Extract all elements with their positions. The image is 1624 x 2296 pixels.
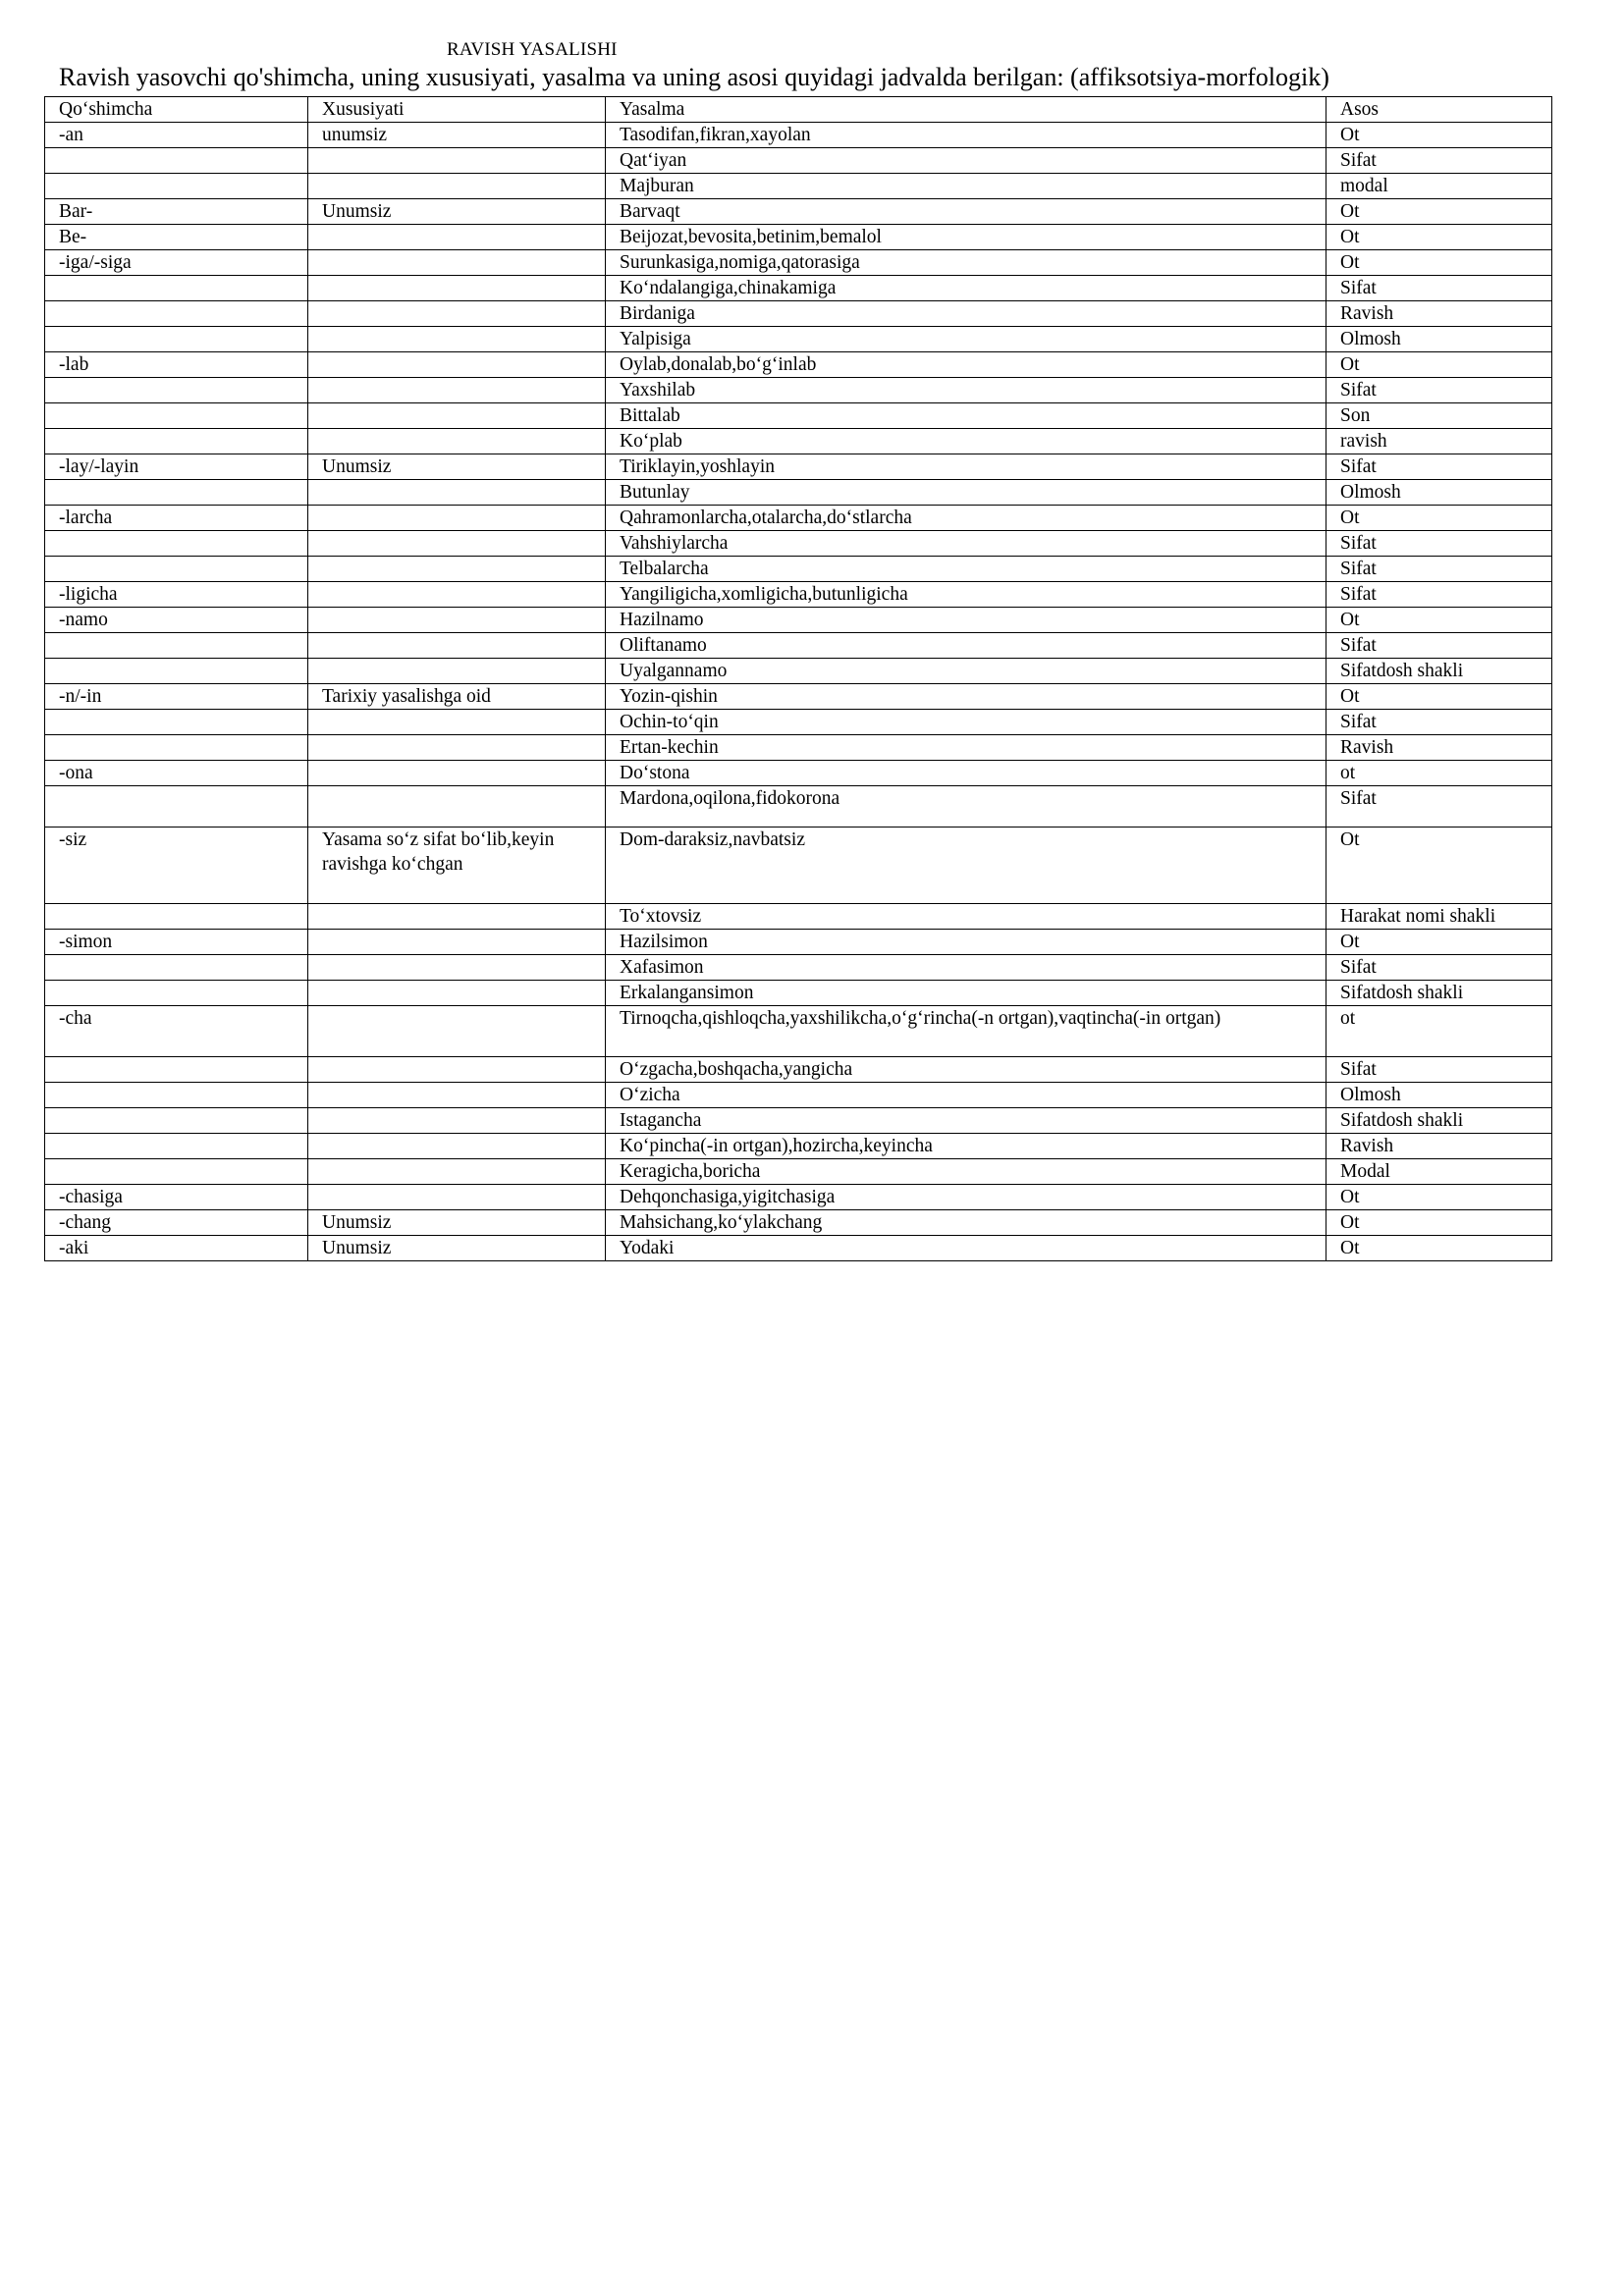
- cell-property: Unumsiz: [308, 1236, 606, 1261]
- cell-suffix: [45, 955, 308, 981]
- table-row: [45, 930, 1552, 955]
- cell-derived-word: Do‘stona: [606, 761, 1326, 786]
- cell-derived-word: Mahsichang,ko‘ylakchang: [606, 1210, 1326, 1236]
- cell-base: Sifat: [1326, 710, 1552, 735]
- table-row: [45, 1083, 1552, 1108]
- suffix-table: [44, 96, 1552, 1261]
- cell-suffix: -lab: [45, 352, 308, 378]
- cell-property: [308, 904, 606, 930]
- cell-derived-word: Keragicha,boricha: [606, 1159, 1326, 1185]
- table-row: [45, 1185, 1552, 1210]
- cell-property: [308, 250, 606, 276]
- cell-property: [308, 557, 606, 582]
- table-row: [45, 608, 1552, 633]
- cell-base: Harakat nomi shakli: [1326, 904, 1552, 930]
- cell-base: Ot: [1326, 225, 1552, 250]
- table-row: [45, 955, 1552, 981]
- cell-derived-word: Ko‘plab: [606, 429, 1326, 454]
- cell-suffix: [45, 786, 308, 828]
- cell-suffix: -chang: [45, 1210, 308, 1236]
- cell-derived-word: Beijozat,bevosita,betinim,bemalol: [606, 225, 1326, 250]
- table-row: [45, 174, 1552, 199]
- cell-derived-word: Yalpisiga: [606, 327, 1326, 352]
- table-row: [45, 710, 1552, 735]
- cell-derived-word: Yozin-qishin: [606, 684, 1326, 710]
- cell-base: ravish: [1326, 429, 1552, 454]
- cell-base: Sifat: [1326, 276, 1552, 301]
- intro-paragraph: Ravish yasovchi qo'shimcha, uning xususiyati, yasalma va uning asosi quyidagi jadvalda berilgan: (affiksotsiya-morfologik): [59, 63, 1329, 91]
- cell-derived-word: Tasodifan,fikran,xayolan: [606, 123, 1326, 148]
- cell-suffix: -ligicha: [45, 582, 308, 608]
- cell-derived-word: Oylab,donalab,bo‘g‘inlab: [606, 352, 1326, 378]
- cell-property: Unumsiz: [308, 454, 606, 480]
- table-header-row: [45, 97, 1552, 123]
- cell-derived-word: To‘xtovsiz: [606, 904, 1326, 930]
- cell-derived-word: Tirnoqcha,qishloqcha,yaxshilikcha,o‘g‘rincha(-n ortgan),vaqtincha(-in ortgan): [606, 1006, 1326, 1057]
- cell-suffix: [45, 904, 308, 930]
- table-row: [45, 1006, 1552, 1057]
- table-row: [45, 123, 1552, 148]
- cell-suffix: Be-: [45, 225, 308, 250]
- cell-suffix: [45, 480, 308, 506]
- table-row: [45, 403, 1552, 429]
- cell-property: [308, 403, 606, 429]
- cell-suffix: -an: [45, 123, 308, 148]
- table-row: [45, 1134, 1552, 1159]
- cell-base: Sifat: [1326, 582, 1552, 608]
- cell-suffix: -siz: [45, 828, 308, 904]
- cell-base: Sifat: [1326, 148, 1552, 174]
- cell-base: Olmosh: [1326, 1083, 1552, 1108]
- cell-derived-word: Butunlay: [606, 480, 1326, 506]
- cell-derived-word: Hazilnamo: [606, 608, 1326, 633]
- cell-base: Sifat: [1326, 557, 1552, 582]
- cell-suffix: [45, 1057, 308, 1083]
- cell-property: [308, 327, 606, 352]
- cell-suffix: [45, 659, 308, 684]
- cell-property: [308, 480, 606, 506]
- table-row: [45, 454, 1552, 480]
- cell-derived-word: Majburan: [606, 174, 1326, 199]
- table-row: [45, 378, 1552, 403]
- cell-base: Ot: [1326, 608, 1552, 633]
- cell-derived-word: Oliftanamo: [606, 633, 1326, 659]
- cell-base: Ot: [1326, 684, 1552, 710]
- table-row: [45, 684, 1552, 710]
- cell-derived-word: Mardona,oqilona,fidokorona: [606, 786, 1326, 828]
- header-derived-word: Yasalma: [606, 97, 1326, 123]
- cell-derived-word: Vahshiylarcha: [606, 531, 1326, 557]
- table-row: [45, 904, 1552, 930]
- cell-suffix: [45, 174, 308, 199]
- cell-property: [308, 659, 606, 684]
- cell-property: Yasama so‘z sifat bo‘lib,keyin ravishga ko‘chgan: [308, 828, 606, 904]
- table-row: [45, 199, 1552, 225]
- cell-property: [308, 761, 606, 786]
- cell-suffix: [45, 276, 308, 301]
- cell-property: [308, 735, 606, 761]
- cell-property: [308, 276, 606, 301]
- cell-base: Sifatdosh shakli: [1326, 981, 1552, 1006]
- cell-derived-word: Surunkasiga,nomiga,qatorasiga: [606, 250, 1326, 276]
- cell-derived-word: Yodaki: [606, 1236, 1326, 1261]
- cell-derived-word: Dom-daraksiz,navbatsiz: [606, 828, 1326, 904]
- table-row: [45, 250, 1552, 276]
- cell-property: [308, 981, 606, 1006]
- table-row: [45, 276, 1552, 301]
- cell-suffix: [45, 327, 308, 352]
- cell-base: Sifatdosh shakli: [1326, 1108, 1552, 1134]
- cell-base: Sifat: [1326, 531, 1552, 557]
- cell-derived-word: O‘zicha: [606, 1083, 1326, 1108]
- table-row: [45, 352, 1552, 378]
- cell-base: Olmosh: [1326, 327, 1552, 352]
- table-row: [45, 786, 1552, 828]
- cell-property: Unumsiz: [308, 1210, 606, 1236]
- cell-suffix: [45, 557, 308, 582]
- cell-suffix: -lay/-layin: [45, 454, 308, 480]
- header-base: Asos: [1326, 97, 1552, 123]
- cell-base: Sifat: [1326, 1057, 1552, 1083]
- cell-base: Modal: [1326, 1159, 1552, 1185]
- table-row: [45, 531, 1552, 557]
- cell-property: [308, 301, 606, 327]
- cell-property: [308, 148, 606, 174]
- cell-suffix: -cha: [45, 1006, 308, 1057]
- cell-suffix: [45, 981, 308, 1006]
- cell-property: [308, 1159, 606, 1185]
- cell-base: Sifatdosh shakli: [1326, 659, 1552, 684]
- cell-base: Sifat: [1326, 633, 1552, 659]
- table-row: [45, 557, 1552, 582]
- cell-property: [308, 582, 606, 608]
- cell-property: [308, 633, 606, 659]
- cell-property: Tarixiy yasalishga oid: [308, 684, 606, 710]
- cell-suffix: [45, 1134, 308, 1159]
- cell-base: Ot: [1326, 123, 1552, 148]
- cell-derived-word: Ochin-to‘qin: [606, 710, 1326, 735]
- cell-base: Sifat: [1326, 378, 1552, 403]
- cell-base: Ot: [1326, 1185, 1552, 1210]
- cell-base: Ot: [1326, 930, 1552, 955]
- cell-property: [308, 352, 606, 378]
- cell-property: [308, 429, 606, 454]
- cell-derived-word: Barvaqt: [606, 199, 1326, 225]
- table-row: [45, 1159, 1552, 1185]
- cell-base: Sifat: [1326, 454, 1552, 480]
- cell-suffix: [45, 1083, 308, 1108]
- cell-suffix: [45, 429, 308, 454]
- cell-suffix: [45, 1108, 308, 1134]
- cell-suffix: [45, 531, 308, 557]
- cell-suffix: -namo: [45, 608, 308, 633]
- cell-base: ot: [1326, 1006, 1552, 1057]
- cell-property: [308, 1185, 606, 1210]
- cell-derived-word: Uyalgannamo: [606, 659, 1326, 684]
- cell-derived-word: Yaxshilab: [606, 378, 1326, 403]
- cell-base: Ot: [1326, 828, 1552, 904]
- cell-derived-word: Ko‘pincha(-in ortgan),hozircha,keyincha: [606, 1134, 1326, 1159]
- cell-derived-word: Bittalab: [606, 403, 1326, 429]
- cell-base: Sifat: [1326, 955, 1552, 981]
- cell-derived-word: Birdaniga: [606, 301, 1326, 327]
- table-row: [45, 429, 1552, 454]
- page-title: RAVISH YASALISHI: [447, 39, 618, 60]
- cell-derived-word: Ertan-kechin: [606, 735, 1326, 761]
- cell-suffix: [45, 735, 308, 761]
- table-row: [45, 225, 1552, 250]
- cell-base: modal: [1326, 174, 1552, 199]
- cell-derived-word: Qahramonlarcha,otalarcha,do‘stlarcha: [606, 506, 1326, 531]
- cell-suffix: [45, 403, 308, 429]
- cell-property: [308, 225, 606, 250]
- cell-property: [308, 1134, 606, 1159]
- cell-base: Ot: [1326, 1210, 1552, 1236]
- cell-property: [308, 378, 606, 403]
- cell-property: [308, 608, 606, 633]
- cell-property: unumsiz: [308, 123, 606, 148]
- cell-property: [308, 531, 606, 557]
- cell-base: Ravish: [1326, 301, 1552, 327]
- cell-base: Ot: [1326, 506, 1552, 531]
- cell-suffix: [45, 710, 308, 735]
- cell-base: Ot: [1326, 199, 1552, 225]
- cell-derived-word: Xafasimon: [606, 955, 1326, 981]
- cell-derived-word: Telbalarcha: [606, 557, 1326, 582]
- cell-base: Ot: [1326, 352, 1552, 378]
- table-row: [45, 506, 1552, 531]
- cell-base: Ravish: [1326, 735, 1552, 761]
- cell-derived-word: Erkalangansimon: [606, 981, 1326, 1006]
- cell-suffix: [45, 148, 308, 174]
- cell-suffix: -ona: [45, 761, 308, 786]
- table-row: [45, 761, 1552, 786]
- cell-derived-word: Tiriklayin,yoshlayin: [606, 454, 1326, 480]
- cell-suffix: -iga/-siga: [45, 250, 308, 276]
- table-row: [45, 659, 1552, 684]
- cell-derived-word: Istagancha: [606, 1108, 1326, 1134]
- cell-derived-word: Dehqonchasiga,yigitchasiga: [606, 1185, 1326, 1210]
- cell-base: Ravish: [1326, 1134, 1552, 1159]
- cell-base: Ot: [1326, 250, 1552, 276]
- table-row: [45, 1057, 1552, 1083]
- cell-suffix: -n/-in: [45, 684, 308, 710]
- cell-derived-word: Ko‘ndalangiga,chinakamiga: [606, 276, 1326, 301]
- cell-property: [308, 1057, 606, 1083]
- table-row: [45, 828, 1552, 904]
- cell-property: [308, 1108, 606, 1134]
- cell-property: [308, 506, 606, 531]
- table-row: [45, 1108, 1552, 1134]
- cell-property: [308, 1006, 606, 1057]
- cell-suffix: [45, 378, 308, 403]
- cell-property: [308, 1083, 606, 1108]
- cell-suffix: -chasiga: [45, 1185, 308, 1210]
- cell-base: Ot: [1326, 1236, 1552, 1261]
- table-row: [45, 480, 1552, 506]
- table-row: [45, 1210, 1552, 1236]
- cell-property: [308, 955, 606, 981]
- cell-suffix: -larcha: [45, 506, 308, 531]
- cell-suffix: -aki: [45, 1236, 308, 1261]
- cell-property: [308, 786, 606, 828]
- table-row: [45, 735, 1552, 761]
- cell-property: [308, 710, 606, 735]
- cell-base: Son: [1326, 403, 1552, 429]
- cell-derived-word: Qat‘iyan: [606, 148, 1326, 174]
- cell-property: [308, 930, 606, 955]
- table-row: [45, 582, 1552, 608]
- table-row: [45, 633, 1552, 659]
- cell-suffix: [45, 1159, 308, 1185]
- cell-base: Olmosh: [1326, 480, 1552, 506]
- cell-derived-word: O‘zgacha,boshqacha,yangicha: [606, 1057, 1326, 1083]
- header-suffix: Qo‘shimcha: [45, 97, 308, 123]
- cell-suffix: [45, 633, 308, 659]
- cell-suffix: Bar-: [45, 199, 308, 225]
- table-row: [45, 148, 1552, 174]
- table-row: [45, 981, 1552, 1006]
- table-row: [45, 327, 1552, 352]
- cell-property: Unumsiz: [308, 199, 606, 225]
- cell-derived-word: Yangiligicha,xomligicha,butunligicha: [606, 582, 1326, 608]
- cell-base: Sifat: [1326, 786, 1552, 828]
- table-row: [45, 1236, 1552, 1261]
- cell-base: ot: [1326, 761, 1552, 786]
- cell-suffix: -simon: [45, 930, 308, 955]
- header-property: Xususiyati: [308, 97, 606, 123]
- cell-suffix: [45, 301, 308, 327]
- table-row: [45, 301, 1552, 327]
- table-body: [45, 123, 1552, 1261]
- cell-derived-word: Hazilsimon: [606, 930, 1326, 955]
- cell-property: [308, 174, 606, 199]
